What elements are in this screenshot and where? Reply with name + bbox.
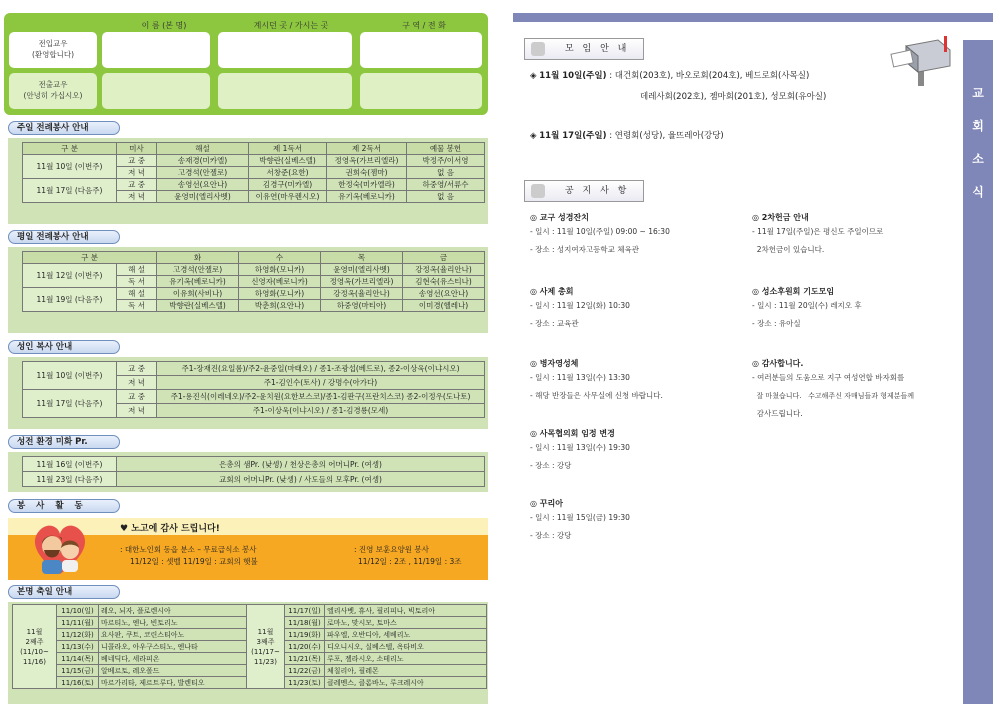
col-commentary: 해설 bbox=[157, 143, 249, 155]
cell: 권희숙(젬마) bbox=[327, 167, 407, 179]
cell: 강정옥(율리안나) bbox=[321, 288, 403, 300]
notice-item bbox=[530, 358, 745, 428]
reg-out-name-box[interactable] bbox=[102, 73, 210, 109]
notice-line: - 일시 : 11월 20일(수) 레지오 후 bbox=[752, 301, 862, 310]
feast-date: 11/21(목) bbox=[285, 653, 325, 665]
table-row bbox=[23, 264, 485, 276]
adult-table bbox=[22, 361, 485, 418]
table-row bbox=[13, 605, 487, 617]
row-mass: 교 중 bbox=[117, 179, 157, 191]
sidebar-char: 교 bbox=[972, 86, 984, 100]
feast-week-left: 11월 2째주 (11/10~ 11/16) bbox=[13, 605, 57, 689]
notice-line: - 일시 : 11월 15일(금) 19:30 bbox=[530, 513, 630, 522]
notice-line: - 장소 : 성지여자고등학교 체육관 bbox=[530, 245, 639, 254]
registration-header bbox=[4, 20, 488, 32]
feast-names: 요사판, 쿠트, 코린스티아노 bbox=[99, 629, 247, 641]
notice-line: - 일시 : 11월 10일(주일) 09:00 ~ 16:30 bbox=[530, 227, 670, 236]
reg-header-district: 구 역 / 전 화 bbox=[402, 21, 446, 30]
row-mass: 저 녁 bbox=[117, 167, 157, 179]
row-mass: 교 중 bbox=[117, 362, 157, 376]
notice-line: - 일시 : 11월 13일(수) 19:30 bbox=[530, 443, 630, 452]
feast-date: 11/11(월) bbox=[57, 617, 99, 629]
reg-header-place: 계시던 곳 / 가시는 곳 bbox=[253, 21, 329, 30]
feast-table bbox=[12, 604, 487, 689]
diamond-bullet-icon: ◈ bbox=[530, 131, 537, 141]
table-row bbox=[23, 179, 485, 191]
notice-line: - 11월 17일(주일)은 평신도 주일이므로 bbox=[752, 227, 884, 236]
cell: 주1-장재진(요일롬)/주2-윤중일(마태오) / 종1-조광섭(베드로), 종2-이상욱(이냐시오) bbox=[157, 362, 485, 376]
feast-date: 11/14(목) bbox=[57, 653, 99, 665]
feast-names: 레오, 뇌자, 플로렌시아 bbox=[99, 605, 247, 617]
row-mass: 저 녁 bbox=[117, 191, 157, 203]
notice-item-title: ◎ 병자영성체 bbox=[530, 359, 579, 368]
reg-row-incoming: 전입교우 (환영합니다) bbox=[9, 32, 97, 68]
cell: 송재경(미카엘) bbox=[157, 155, 249, 167]
row-role: 해 설 bbox=[117, 288, 157, 300]
feast-date: 11/10(일) bbox=[57, 605, 99, 617]
feast-names: 마르가리타, 제르트루다, 발렌티오 bbox=[99, 677, 247, 689]
notice-item bbox=[530, 498, 745, 568]
feast-names: 엘리사벳, 휴사, 필리피나, 빅토리아 bbox=[325, 605, 487, 617]
row-mass: 교 중 bbox=[117, 390, 157, 404]
volunteer-right-title: : 진영 보훈요양원 봉사 bbox=[354, 545, 429, 554]
notice-item-title: ◎ 2차헌금 안내 bbox=[752, 213, 809, 222]
col-thu: 목 bbox=[321, 252, 403, 264]
meeting-text: : 대건회(203호), 바오로회(204호), 베드로회(사목실) bbox=[609, 71, 810, 81]
mailbox-icon bbox=[888, 32, 958, 88]
notice-item-title: ◎ 꾸리아 bbox=[530, 499, 563, 508]
notice-line: 감사드립니다. bbox=[752, 409, 803, 418]
row-date: 11월 23일 (다음주) bbox=[23, 472, 117, 487]
feast-names: 디오니시오, 실베스텔, 옥타비오 bbox=[325, 641, 487, 653]
cell: 주1-용진식(이레네오)/주2-윤치원(요한보스코)/종1-김판구(프란치스코) 종2-이정우(도나토) bbox=[157, 390, 485, 404]
environment-table bbox=[22, 456, 485, 487]
meeting-line-1 bbox=[530, 70, 809, 83]
sidebar-char: 회 bbox=[972, 119, 984, 133]
cell: 윤영미(엘리사벳) bbox=[157, 191, 249, 203]
notice-line: - 해당 반장들은 사무실에 신청 바랍니다. bbox=[530, 391, 663, 400]
notice-item bbox=[530, 428, 745, 498]
cell: 신영자(베로니카) bbox=[239, 276, 321, 288]
feast-names: 파우엘, 오반디아, 세베리노 bbox=[325, 629, 487, 641]
table-row bbox=[23, 472, 485, 487]
col-mass: 미사 bbox=[117, 143, 157, 155]
reg-row-outgoing: 전출교우 (안녕히 가십시오) bbox=[9, 73, 97, 109]
row-mass: 저 녁 bbox=[117, 376, 157, 390]
cell: 이미경(헬레나) bbox=[403, 300, 485, 312]
notice-section-header bbox=[524, 180, 644, 202]
notice-title: 공 지 사 항 bbox=[565, 186, 630, 196]
meeting-date: 11월 17일(주일) bbox=[539, 131, 607, 141]
table-row bbox=[23, 155, 485, 167]
volunteer-thanks: ♥ 노고에 감사 드립니다! bbox=[120, 524, 220, 534]
notice-item bbox=[752, 358, 957, 423]
volunteer-left-title: : 대한노인회 동읍 분소 – 무료급식소 봉사 bbox=[120, 545, 257, 554]
cell: 주1-이상욱(이냐시오) / 종1-김경룡(모세) bbox=[157, 404, 485, 418]
col-fri: 금 bbox=[403, 252, 485, 264]
feast-date: 11/18(월) bbox=[285, 617, 325, 629]
cell: 윤영미(엘리사벳) bbox=[321, 264, 403, 276]
adult-section-title: 성인 복사 안내 bbox=[8, 340, 120, 354]
row-date: 11월 16일 (이번주) bbox=[23, 457, 117, 472]
col-reading2: 제 2독서 bbox=[327, 143, 407, 155]
cell: 고경석(안젤로) bbox=[157, 264, 239, 276]
col-tue: 화 bbox=[157, 252, 239, 264]
row-date: 11월 19일 (다음주) bbox=[23, 288, 117, 312]
volunteer-left-detail: 11/12일 : 셋벨 11/19일 : 교회의 햇불 bbox=[130, 557, 258, 566]
feast-names: 베네딕다, 세라피온 bbox=[99, 653, 247, 665]
feast-date: 11/22(금) bbox=[285, 665, 325, 677]
cell: 없 음 bbox=[407, 191, 485, 203]
notice-item-title: ◎ 감사합니다. bbox=[752, 359, 804, 368]
notice-line: - 장소 : 강당 bbox=[530, 461, 572, 470]
notice-line: - 일시 : 11월 12일(화) 10:30 bbox=[530, 301, 630, 310]
cell: 정영옥(가브리엘라) bbox=[327, 155, 407, 167]
notice-line: 잘 마쳤습니다. 수고해주신 자매님들과 형제분들께 bbox=[752, 392, 915, 400]
sunday-section-title: 주일 전례봉사 안내 bbox=[8, 121, 120, 135]
table-row bbox=[23, 390, 485, 404]
feast-date: 11/23(토) bbox=[285, 677, 325, 689]
table-row bbox=[23, 362, 485, 376]
cell: 유기옥(베로니카) bbox=[327, 191, 407, 203]
cell: 송영선(요안나) bbox=[157, 179, 249, 191]
reg-out-district-box[interactable] bbox=[360, 73, 482, 109]
reg-header-name: 이 름 (본 명) bbox=[141, 21, 187, 30]
feast-date: 11/20(수) bbox=[285, 641, 325, 653]
sidebar-char: 식 bbox=[972, 185, 984, 199]
sunday-table bbox=[22, 142, 485, 203]
notice-line: - 여러분들의 도움으로 지구 여성연합 바자회를 bbox=[752, 373, 905, 382]
person-icon bbox=[531, 184, 545, 198]
cell: 고경석(안젤로) bbox=[157, 167, 249, 179]
cell: 송영선(요안나) bbox=[403, 288, 485, 300]
feast-date: 11/19(화) bbox=[285, 629, 325, 641]
notice-col-left bbox=[530, 212, 745, 568]
meeting-text: : 연령회(성당), 율뜨레아(강당) bbox=[609, 131, 724, 141]
cell: 김현숙(유스티나) bbox=[403, 276, 485, 288]
weekday-table bbox=[22, 251, 485, 312]
meeting-line-2 bbox=[530, 129, 724, 141]
col-offering: 예물 봉헌 bbox=[407, 143, 485, 155]
notice-item-title: ◎ 성소후원회 기도모임 bbox=[752, 287, 835, 296]
notice-item-title: ◎ 사목협의회 임정 변경 bbox=[530, 429, 615, 438]
feast-date: 11/15(금) bbox=[57, 665, 99, 677]
cell: 하중영/서류수 bbox=[407, 179, 485, 191]
col-reading1: 제 1독서 bbox=[249, 143, 327, 155]
row-date: 11월 17일 (다음주) bbox=[23, 179, 117, 203]
feast-date: 11/12(화) bbox=[57, 629, 99, 641]
row-role: 독 서 bbox=[117, 300, 157, 312]
feast-section-title: 본명 축일 안내 bbox=[8, 585, 120, 599]
cell: 박정주/이서영 bbox=[407, 155, 485, 167]
notice-line: - 일시 : 11월 13일(수) 13:30 bbox=[530, 373, 630, 382]
weekday-section-title: 평일 전례봉사 안내 bbox=[8, 230, 120, 244]
row-date: 11월 17일 (다음주) bbox=[23, 390, 117, 418]
cell: 하영화(모니카) bbox=[239, 288, 321, 300]
feast-names: 체칠리아, 필레몬 bbox=[325, 665, 487, 677]
cell: 강정옥(율리안나) bbox=[403, 264, 485, 276]
cell: 주1-김인수(토사) / 강명수(아가다) bbox=[157, 376, 485, 390]
cell: 박향란(실베스텔) bbox=[249, 155, 327, 167]
col-category: 구 분 bbox=[23, 143, 117, 155]
church-news-sidebar bbox=[963, 40, 993, 704]
cell: 하중영(마티아) bbox=[321, 300, 403, 312]
row-mass: 저 녁 bbox=[117, 404, 157, 418]
notice-item bbox=[752, 212, 957, 286]
feast-names: 알베르토, 레오폴드 bbox=[99, 665, 247, 677]
table-row bbox=[23, 288, 485, 300]
feast-names: 루포, 젤라시오, 소테리노 bbox=[325, 653, 487, 665]
reg-in-place-box[interactable] bbox=[218, 32, 352, 68]
environment-section-title: 성전 환경 미화 Pr. bbox=[8, 435, 120, 449]
notice-item-title: ◎ 사제 총회 bbox=[530, 287, 574, 296]
cell: 은총의 샘Pr. (낮셍) / 천상은총의 어머니Pr. (여셍) bbox=[117, 457, 485, 472]
meeting-section-header bbox=[524, 38, 644, 60]
notice-col-right bbox=[752, 212, 957, 423]
cell: 김경구(미카엘) bbox=[249, 179, 327, 191]
cell: 정영옥(가브리엘라) bbox=[321, 276, 403, 288]
row-role: 독 서 bbox=[117, 276, 157, 288]
reg-in-name-box[interactable] bbox=[102, 32, 210, 68]
feast-names: 마르티노, 엔나, 빈토리노 bbox=[99, 617, 247, 629]
family-illustration-icon bbox=[26, 516, 94, 578]
feast-week-right: 11월 3째주 (11/17~ 11/23) bbox=[247, 605, 285, 689]
notice-item bbox=[752, 286, 957, 358]
cell: 교회의 어머니Pr. (낮셍) / 사도들의 모후Pr. (여셍) bbox=[117, 472, 485, 487]
notice-item-title: ◎ 교구 성경잔치 bbox=[530, 213, 589, 222]
cell: 서창준(요한) bbox=[249, 167, 327, 179]
volunteer-right-detail: 11/12일 : 2조 , 11/19일 : 3조 bbox=[358, 557, 462, 566]
feast-names: 로마노, 맞시모, 토마스 bbox=[325, 617, 487, 629]
notice-line: - 장소 : 유아실 bbox=[752, 319, 801, 328]
cell: 없 음 bbox=[407, 167, 485, 179]
cell: 한정숙(미카엘라) bbox=[327, 179, 407, 191]
reg-out-place-box[interactable] bbox=[218, 73, 352, 109]
meeting-title: 모 임 안 내 bbox=[565, 44, 630, 54]
sidebar-char: 소 bbox=[972, 152, 984, 166]
diamond-bullet-icon: ◈ bbox=[530, 71, 537, 81]
right-top-bar bbox=[513, 13, 993, 22]
col-wed: 수 bbox=[239, 252, 321, 264]
feast-date: 11/17(일) bbox=[285, 605, 325, 617]
col-category: 구 분 bbox=[23, 252, 157, 264]
notice-item bbox=[530, 212, 745, 286]
notice-line: - 장소 : 교육관 bbox=[530, 319, 579, 328]
notice-item bbox=[530, 286, 745, 358]
feast-date: 11/13(수) bbox=[57, 641, 99, 653]
cell: 박향란(실베스텔) bbox=[157, 300, 239, 312]
notice-line: - 장소 : 강당 bbox=[530, 531, 572, 540]
feast-date: 11/16(토) bbox=[57, 677, 99, 689]
row-mass: 교 중 bbox=[117, 155, 157, 167]
reg-in-district-box[interactable] bbox=[360, 32, 482, 68]
notice-line: 2차헌금이 있습니다. bbox=[752, 245, 825, 254]
cell: 유기옥(베로니카) bbox=[157, 276, 239, 288]
row-role: 해 설 bbox=[117, 264, 157, 276]
meeting-date: 11월 10일(주일) bbox=[539, 71, 607, 81]
feast-names: 클레멘스, 클롬바노, 루크레시아 bbox=[325, 677, 487, 689]
cell: 이유연(마우렌시오) bbox=[249, 191, 327, 203]
cell: 박춘희(요안나) bbox=[239, 300, 321, 312]
meeting-line-1b: 데레사회(202호), 젬마회(201호), 성모회(유아실) bbox=[640, 92, 827, 102]
volunteer-section-title: 봉 사 활 동 bbox=[8, 499, 120, 513]
row-date: 11월 10일 (이번주) bbox=[23, 155, 117, 179]
table-row bbox=[23, 457, 485, 472]
cell: 이유희(사비나) bbox=[157, 288, 239, 300]
person-icon bbox=[531, 42, 545, 56]
row-date: 11월 12일 (이번주) bbox=[23, 264, 117, 288]
row-date: 11월 10일 (이번주) bbox=[23, 362, 117, 390]
cell: 하영화(모니카) bbox=[239, 264, 321, 276]
feast-names: 니콜라오, 아우구스티노, 엔나타 bbox=[99, 641, 247, 653]
